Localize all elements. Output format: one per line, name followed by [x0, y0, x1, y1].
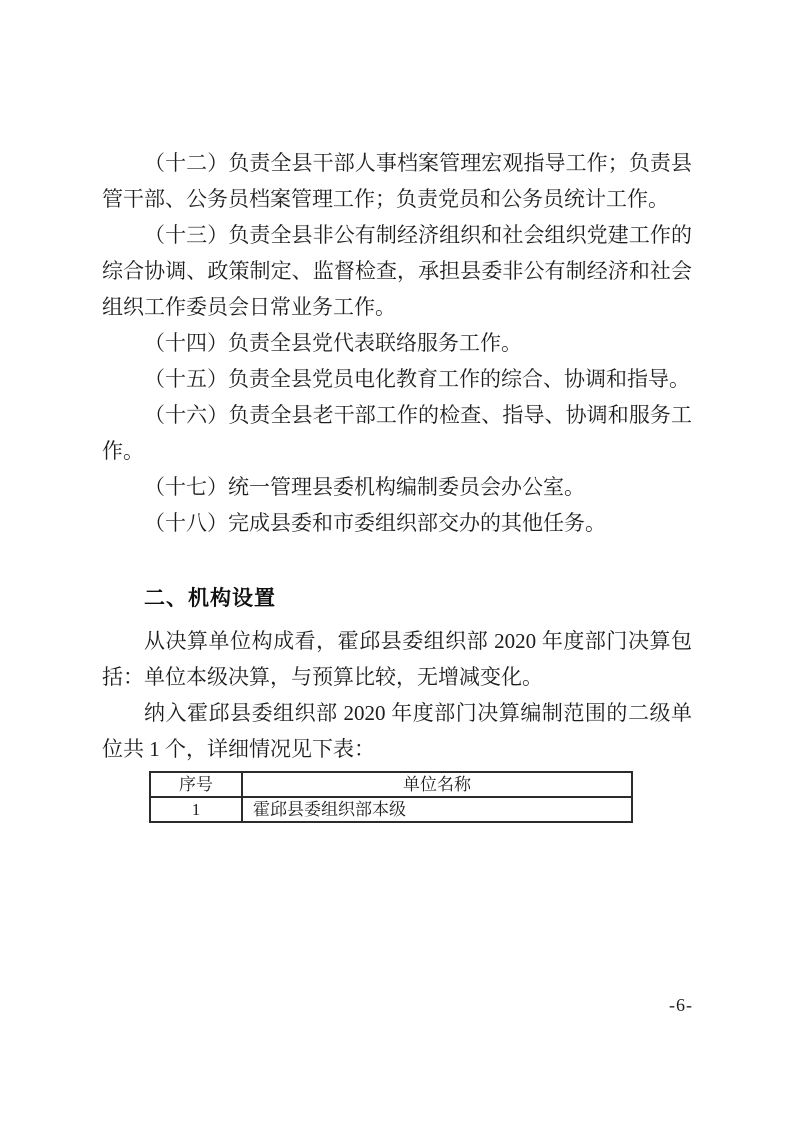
section-paragraph-2: 纳入霍邱县委组织部 2020 年度部门决算编制范围的二级单位共 1 个，详细情况见下表： — [102, 701, 692, 761]
duty-paragraph-12: （十二）负责全县干部人事档案管理宏观指导工作；负责县管干部、公务员档案管理工作；负责党员和公务员统计工作。 — [102, 151, 692, 211]
table-header-unit-name: 单位名称 — [242, 772, 632, 797]
table-row — [150, 797, 632, 822]
section-heading: 二、机构设置 — [144, 587, 276, 610]
page-number: -6- — [669, 995, 693, 1015]
document-body — [102, 145, 692, 823]
duty-paragraph-13: （十三）负责全县非公有制经济组织和社会组织党建工作的综合协调、政策制定、监督检查，承担县委非公有制经济和社会组织工作委员会日常业务工作。 — [102, 223, 692, 319]
table-header-index: 序号 — [150, 772, 242, 797]
duty-paragraph-15: （十五）负责全县党员电化教育工作的综合、协调和指导。 — [144, 367, 690, 391]
duty-paragraph-16: （十六）负责全县老干部工作的检查、指导、协调和服务工作。 — [102, 403, 692, 463]
units-table — [149, 771, 633, 823]
table-cell-index: 1 — [150, 797, 242, 822]
table-cell-unit-name: 霍邱县委组织部本级 — [242, 797, 632, 822]
duty-paragraph-17: （十七）统一管理县委机构编制委员会办公室。 — [144, 475, 585, 499]
section-paragraph-1: 从决算单位构成看，霍邱县委组织部 2020 年度部门决算包括：单位本级决算，与预算比较，无增减变化。 — [102, 629, 692, 689]
table-header-row — [150, 772, 632, 797]
duty-paragraph-18: （十八）完成县委和市委组织部交办的其他任务。 — [144, 511, 606, 535]
duty-paragraph-14: （十四）负责全县党代表联络服务工作。 — [144, 331, 522, 355]
